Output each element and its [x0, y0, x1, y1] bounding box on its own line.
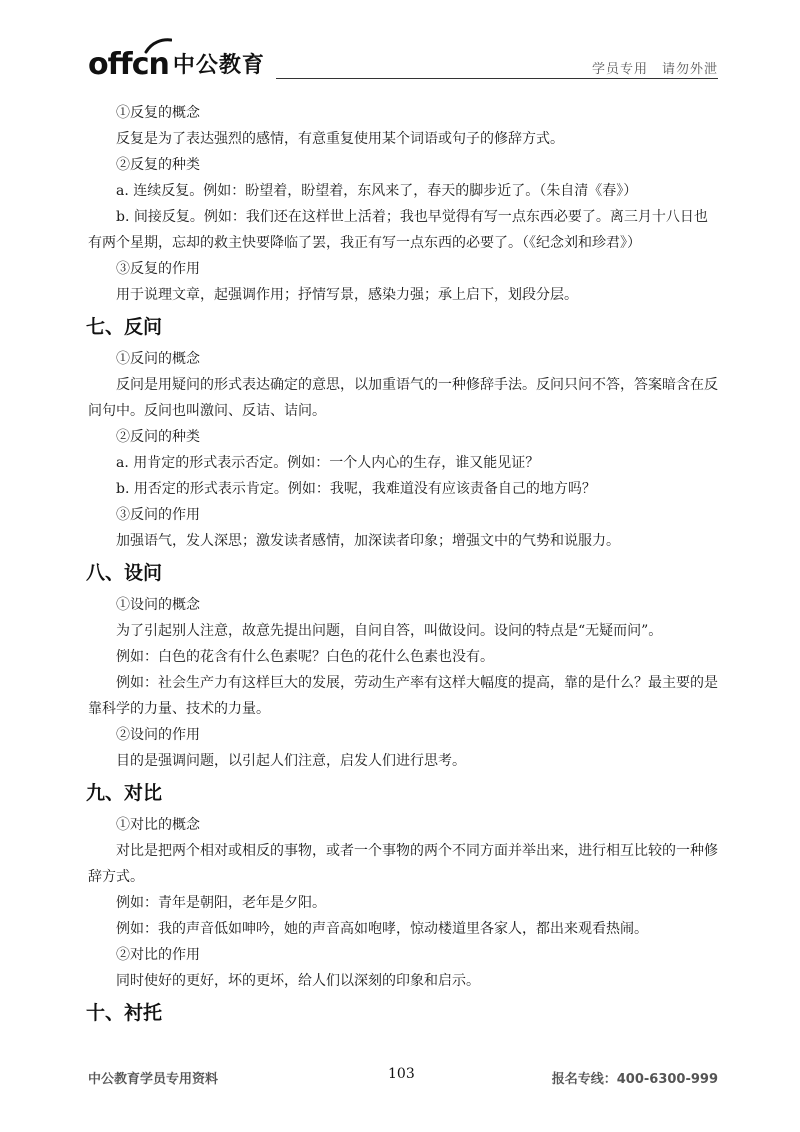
- paragraph: 对比是把两个相对或相反的事物，或者一个事物的两个不同方面并举出来，进行相互比较的一种修辞方式。: [88, 843, 718, 885]
- paragraph: 加强语气，发人深思；激发读者感情，加深读者印象；增强文中的气势和说服力。: [116, 533, 620, 549]
- paragraph: a. 连续反复。例如：盼望着，盼望着，东风来了，春天的脚步近了。（朱自清《春》）: [116, 183, 638, 199]
- paragraph: ②对比的作用: [116, 947, 200, 963]
- logo-swoosh-icon: [144, 38, 172, 54]
- header-notice-2: 请勿外泄: [661, 62, 718, 77]
- paragraph: ③反问的作用: [116, 507, 200, 523]
- paragraph: 例如：白色的花含有什么色素呢？白色的花什么色素也没有。: [116, 649, 494, 665]
- paragraph: ①反问的概念: [116, 351, 200, 367]
- paragraph: ②反问的种类: [116, 429, 200, 445]
- header-notice: [592, 58, 718, 77]
- header-notice-1: 学员专用: [591, 62, 648, 77]
- paragraph: 用于说理文章，起强调作用；抒情写景，感染力强；承上启下，划段分层。: [116, 287, 578, 303]
- footer-source: 中公教育学员专用资料: [88, 1072, 219, 1087]
- offcn-logo: [88, 38, 265, 82]
- section-heading: 十、衬托: [86, 1002, 163, 1024]
- paragraph: ①反复的概念: [116, 105, 200, 121]
- paragraph: 反问是用疑问的形式表达确定的意思，以加重语气的一种修辞手法。反问只问不答，答案暗含在反问句中。反问也叫激问、反诘、诘问。: [88, 377, 718, 419]
- paragraph: 同时使好的更好，坏的更坏，给人们以深刻的印象和启示。: [116, 973, 480, 989]
- paragraph: b. 间接反复。例如：我们还在这样世上活着；我也早觉得有写一点东西必要了。离三月十八日也有两个星期，忘却的救主快要降临了罢，我正有写一点东西的必要了。（《纪念刘和珍君》）: [88, 209, 708, 251]
- section-heading: 八、设问: [86, 562, 163, 584]
- paragraph: 例如：我的声音低如呻吟，她的声音高如咆哮，惊动楼道里各家人，都出来观看热闹。: [116, 921, 648, 937]
- logo-latin-text: offcn: [88, 47, 169, 82]
- paragraph: 反复是为了表达强烈的感情，有意重复使用某个词语或句子的修辞方式。: [116, 131, 564, 147]
- paragraph: ①对比的概念: [116, 817, 200, 833]
- paragraph: ③反复的作用: [116, 261, 200, 277]
- page-footer: [88, 1068, 718, 1090]
- page-header: [88, 38, 718, 82]
- section-heading: 九、对比: [86, 782, 163, 804]
- page-number: 103: [388, 1066, 415, 1082]
- paragraph: ②反复的种类: [116, 157, 200, 173]
- document-body: [88, 100, 718, 1032]
- paragraph: 例如：青年是朝阳，老年是夕阳。: [116, 895, 326, 911]
- header-rule: [276, 78, 718, 79]
- paragraph: b. 用否定的形式表示肯定。例如：我呢，我难道没有应该责备自己的地方吗？: [116, 481, 596, 497]
- paragraph: 例如：社会生产力有这样巨大的发展，劳动生产率有这样大幅度的提高，靠的是什么？最主要的是靠科学的力量、技术的力量。: [88, 675, 718, 717]
- footer-hotline: 报名专线：400-6300-999: [551, 1072, 718, 1087]
- logo-chinese-text: 中公教育: [172, 53, 265, 78]
- paragraph: ②设问的作用: [116, 727, 200, 743]
- paragraph: 目的是强调问题，以引起人们注意，启发人们进行思考。: [116, 753, 466, 769]
- paragraph: 为了引起别人注意，故意先提出问题，自问自答，叫做设问。设问的特点是“无疑而问”。: [116, 623, 663, 639]
- paragraph: a. 用肯定的形式表示否定。例如：一个人内心的生存，谁又能见证？: [116, 455, 540, 471]
- paragraph: ①设问的概念: [116, 597, 200, 613]
- section-heading: 七、反问: [86, 316, 163, 338]
